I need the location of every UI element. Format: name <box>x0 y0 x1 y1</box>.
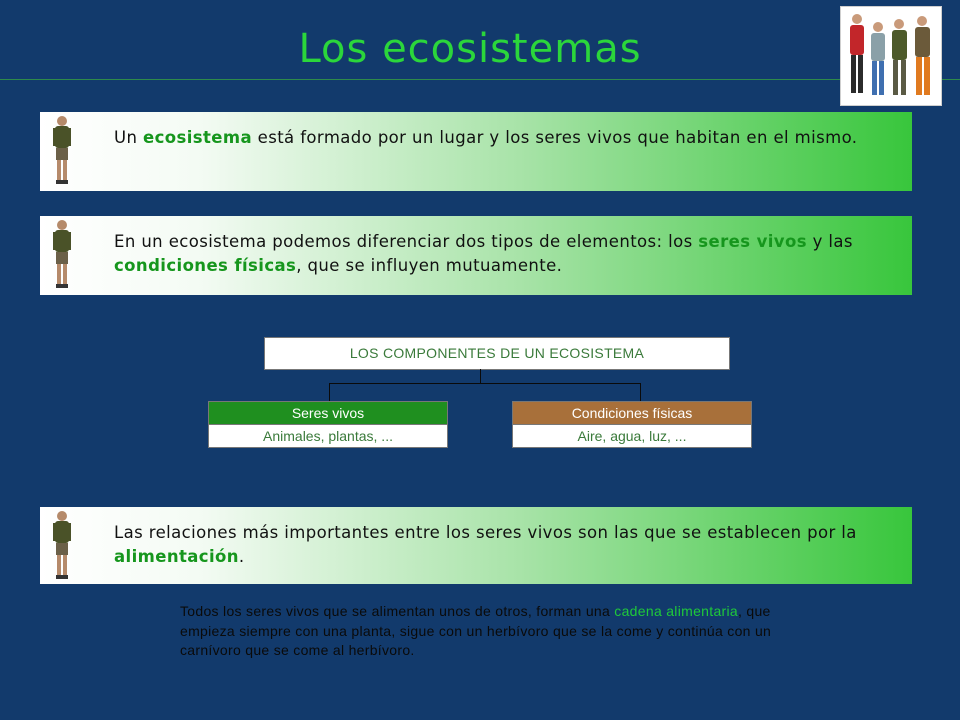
diagram-root-box: LOS COMPONENTES DE UN ECOSISTEMA <box>264 337 730 370</box>
page-title: Los ecosistemas <box>298 26 642 72</box>
condiciones-fisicas-title: Condiciones físicas <box>513 402 751 424</box>
relations-text: Las relaciones más importantes entre los seres vivos son las que se establecen por la alimentación. <box>114 523 857 566</box>
food-chain-note: Todos los seres vivos que se alimentan unos de otros, forman una cadena alimentaria, que empieza siempre con una planta, sigue con un herbívoro que se la come y continúa con un carnívoro que se come al herbívoro. <box>180 603 772 658</box>
condiciones-fisicas-detail: Aire, agua, luz, ... <box>513 424 751 447</box>
group-photo-icon <box>840 6 942 106</box>
keyword-seres-vivos: seres vivos <box>698 232 807 251</box>
diagram-connector <box>329 383 330 401</box>
standing-boy-icon <box>50 509 74 587</box>
standing-boy-icon <box>50 218 74 296</box>
definition-band <box>40 112 912 191</box>
diagram-connector <box>640 383 641 401</box>
elements-text: En un ecosistema podemos diferenciar dos tipos de elementos: los seres vivos y las condiciones físicas, que se influyen mutuamente. <box>114 232 853 275</box>
keyword-cadena-alimentaria: cadena alimentaria <box>614 603 738 619</box>
elements-band <box>40 216 912 295</box>
keyword-condiciones-fisicas: condiciones físicas <box>114 256 297 275</box>
condiciones-fisicas-box <box>512 401 752 448</box>
relations-band <box>40 507 912 584</box>
seres-vivos-detail: Animales, plantas, ... <box>209 424 447 447</box>
diagram-connector <box>480 369 481 384</box>
title-divider <box>0 79 960 80</box>
keyword-alimentacion: alimentación <box>114 547 239 566</box>
diagram-connector <box>329 383 640 384</box>
seres-vivos-title: Seres vivos <box>209 402 447 424</box>
standing-boy-icon <box>50 114 74 192</box>
definition-text: Un ecosistema está formado por un lugar y los seres vivos que habitan en el mismo. <box>114 128 858 147</box>
seres-vivos-box <box>208 401 448 448</box>
keyword-ecosistema: ecosistema <box>142 128 252 147</box>
